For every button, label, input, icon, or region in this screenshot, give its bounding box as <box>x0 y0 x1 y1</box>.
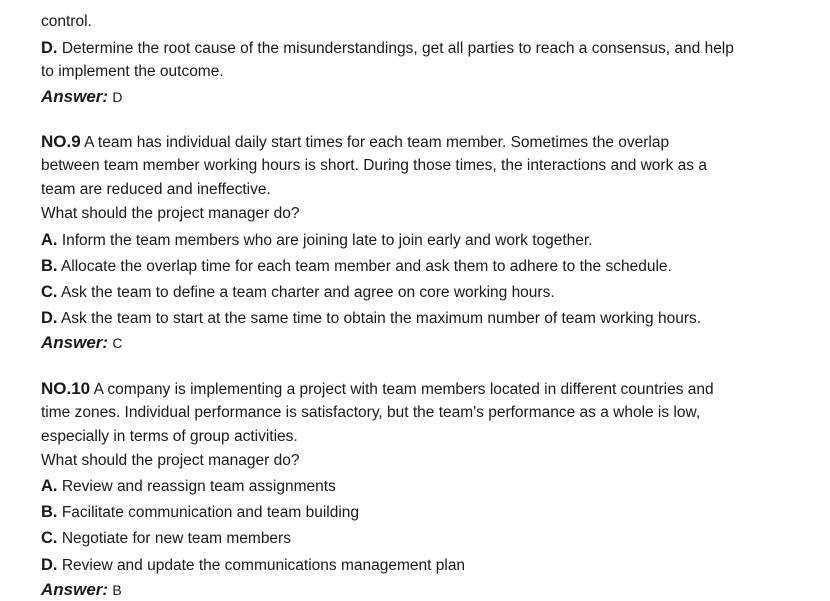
answer-label: Answer: <box>41 87 109 106</box>
answer-value: C <box>112 335 123 351</box>
option-text: Determine the root cause of the misunderstandings, get all parties to reach a consensus, and help <box>61 40 734 57</box>
prev-option-d <box>41 38 734 59</box>
q9-answer <box>41 333 123 354</box>
q9-text-line-1 <box>41 132 669 153</box>
prev-question-tail: control. <box>41 13 92 30</box>
option-letter: B. <box>41 503 58 521</box>
answer-label: Answer: <box>41 580 109 599</box>
question-text: A team has individual daily start times for each team member. Sometimes the overlap <box>84 134 670 151</box>
prev-answer <box>41 87 123 108</box>
option-text: Ask the team to start at the same time to obtain the maximum number of team working hours. <box>60 310 702 327</box>
q9-text-line-2: between team member working hours is short. During those times, the interactions and work as a <box>41 157 707 174</box>
q9-prompt: What should the project manager do? <box>41 205 300 222</box>
question-text: A company is implementing a project with team members located in different countries and <box>93 381 714 398</box>
option-text: Review and reassign team assignments <box>61 478 336 495</box>
option-letter: D. <box>41 309 58 327</box>
answer-value: B <box>112 582 122 598</box>
answer-label: Answer: <box>41 333 109 352</box>
q10-option-c <box>41 528 291 549</box>
option-letter: C. <box>41 529 58 547</box>
option-letter: B. <box>41 257 58 275</box>
option-text: Review and update the communications management plan <box>61 557 466 574</box>
question-number: NO.10 <box>41 379 91 398</box>
prev-option-d-continuation: to implement the outcome. <box>41 63 224 80</box>
option-text: Allocate the overlap time for each team member and ask them to adhere to the schedule. <box>60 258 672 275</box>
answer-value: D <box>112 89 123 105</box>
q9-option-c <box>41 282 555 303</box>
q9-text-line-3: team are reduced and ineffective. <box>41 181 271 198</box>
option-text: Facilitate communication and team building <box>61 504 360 521</box>
q10-text-line-2: time zones. Individual performance is satisfactory, but the team's performance as a whole is low, <box>41 404 701 421</box>
q9-option-b <box>41 256 672 277</box>
q9-option-d <box>41 308 701 329</box>
q10-prompt: What should the project manager do? <box>41 452 300 469</box>
option-text: Negotiate for new team members <box>61 530 291 547</box>
q9-option-a <box>41 230 593 251</box>
option-letter: D. <box>41 556 58 574</box>
option-letter: A. <box>41 231 58 249</box>
option-text: Inform the team members who are joining late to join early and work together. <box>61 232 593 249</box>
q10-text-line-1 <box>41 379 714 400</box>
q10-option-d <box>41 555 465 576</box>
q10-text-line-3: especially in terms of group activities. <box>41 428 298 445</box>
q10-option-b <box>41 502 359 523</box>
option-letter: C. <box>41 283 58 301</box>
q10-option-a <box>41 476 336 497</box>
option-text: Ask the team to define a team charter and agree on core working hours. <box>60 284 555 301</box>
question-number: NO.9 <box>41 132 81 151</box>
option-letter: A. <box>41 477 58 495</box>
option-letter: D. <box>41 39 58 57</box>
